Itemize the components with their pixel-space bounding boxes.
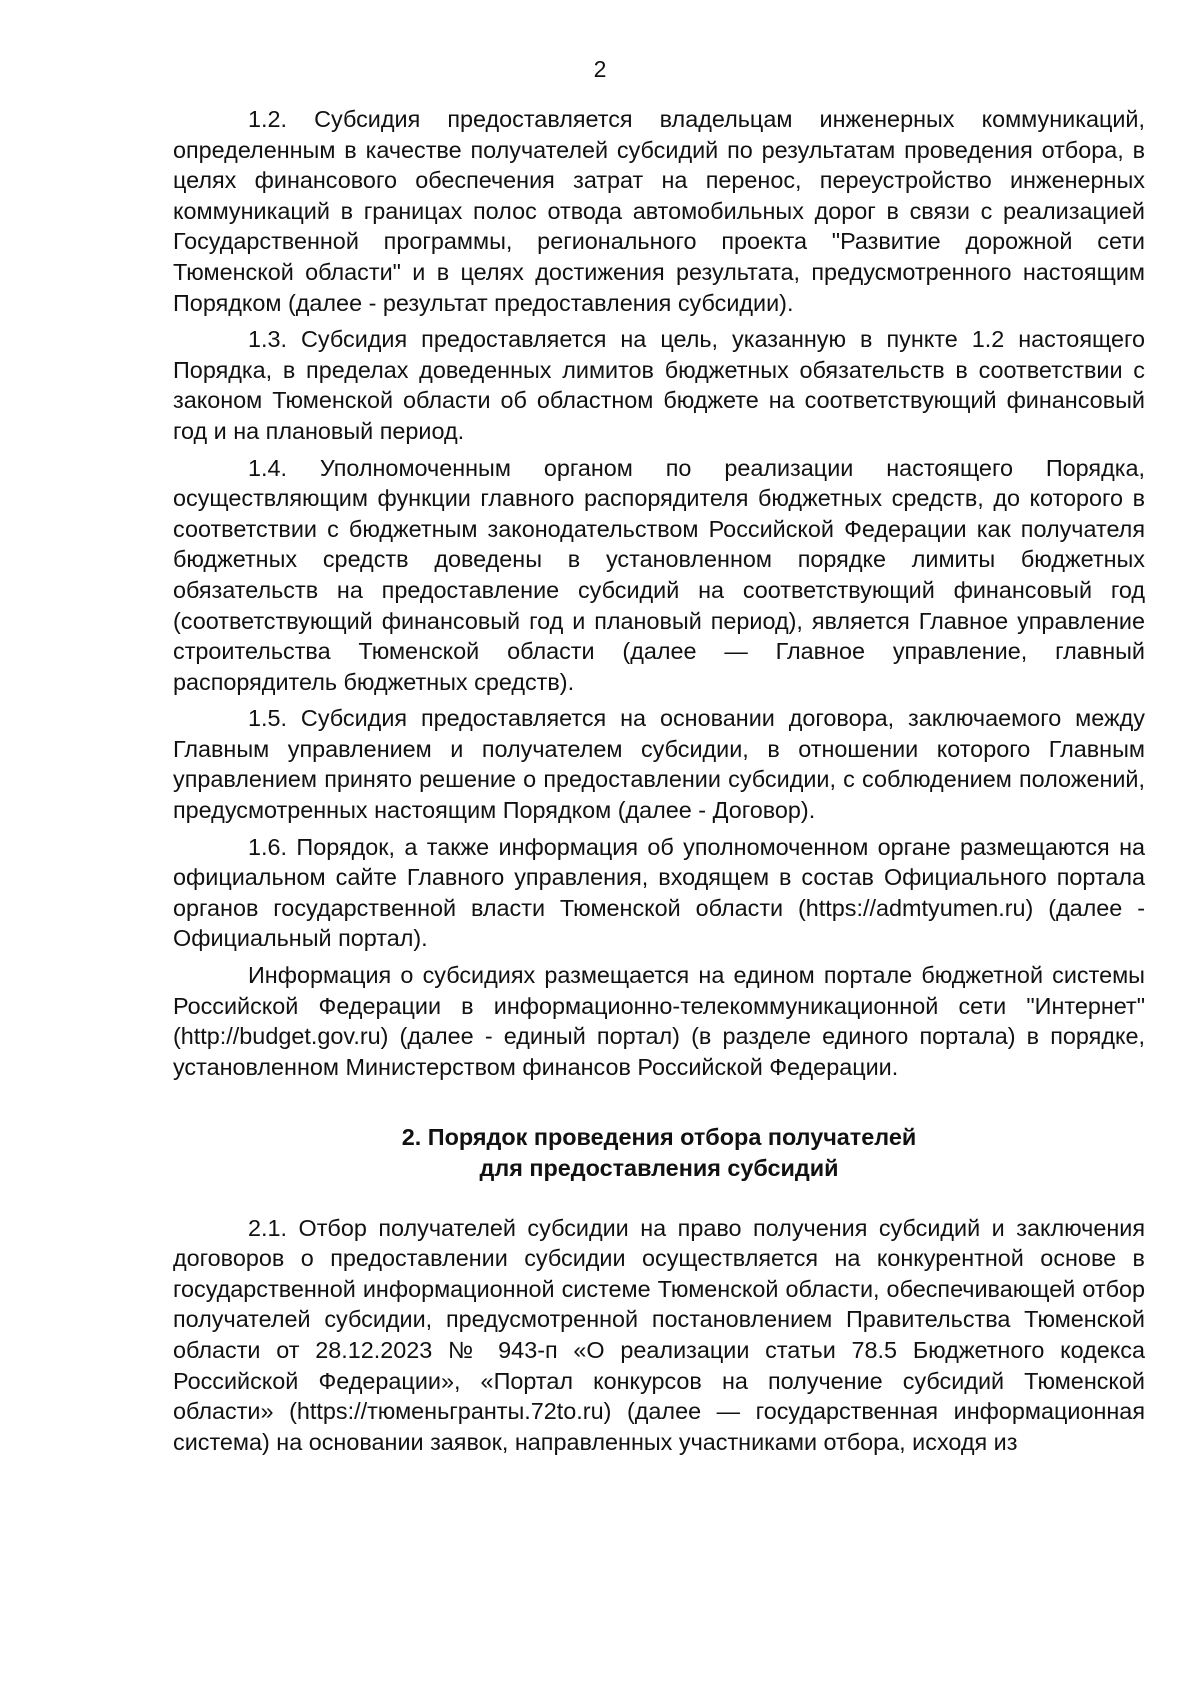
paragraph-1-6: 1.6. Порядок, а также информация об уполномоченном органе размещаются на официальном сайте Главного управления, входящем в состав Официального портала органов государственной власти Тюменской области (https://admtyumen.ru) (далее - Официальный портал). <box>173 833 1145 952</box>
section-2-heading-line-2: для предоставления субсидий <box>479 1155 839 1181</box>
paragraph-1-3: 1.3. Субсидия предоставляется на цель, указанную в пункте 1.2 настоящего Порядка, в пределах доведенных лимитов бюджетных обязательств в соответствии с законом Тюменской области об областном бюджете на соответствующий финансовый год и на плановый период. <box>173 326 1145 444</box>
paragraph-subsidy-info: Информация о субсидиях размещается на едином портале бюджетной системы Российской Федерации в информационно-телекоммуникационной сети "Интернет" (http://budget.gov.ru) (далее - единый портал) (в разделе единого портала) в порядке, установленном Министерством финансов Российской Федерации. <box>173 962 1145 1080</box>
document-body <box>173 104 1145 1463</box>
page-number: 2 <box>593 56 607 82</box>
paragraph-1-5: 1.5. Субсидия предоставляется на основании договора, заключаемого между Главным управлением и получателем субсидии, в отношении которого Главным управлением принято решение о предоставлении субсидии, с соблюдением положений, предусмотренных настоящим Порядком (далее - Договор). <box>173 705 1145 824</box>
section-2-heading <box>173 1122 1145 1183</box>
paragraph-1-2: 1.2. Субсидия предоставляется владельцам инженерных коммуникаций, определенным в качестве получателей субсидий по результатам проведения отбора, в целях финансового обеспечения затрат на перенос, переустройство инженерных коммуникаций в границах полос отвода автомобильных дорог в связи с реализацией Государственной программы, регионального проекта "Развитие дорожной сети Тюменской области" и в целях достижения результата, предусмотренного настоящим Порядком (далее - результат предоставления субсидии). <box>173 106 1145 316</box>
paragraph-2-1: 2.1. Отбор получателей субсидии на право получения субсидий и заключения договоров о предоставлении субсидии осуществляется на конкурентной основе в государственной информационной системе Тюменской области, обеспечивающей отбор получателей субсидии, предусмотренной постановлением Правительства Тюменской области от 28.12.2023 № 943-п «О реализации статьи 78.5 Бюджетного кодекса Российской Федерации», «Портал конкурсов на получение субсидий Тюменской области» (https://тюменьгранты.72to.ru) (далее — государственная информационная система) на основании заявок, направленных участниками отбора, исходя из <box>173 1214 1145 1455</box>
section-2-heading-line-1: 2. Порядок проведения отбора получателей <box>401 1124 917 1151</box>
paragraph-1-4: 1.4. Уполномоченным органом по реализации настоящего Порядка, осуществляющим функции главного распорядителя бюджетных средств, до которого в соответствии с бюджетным законодательством Российской Федерации как получателя бюджетных средств доведены в установленном порядке лимиты бюджетных обязательств на предоставление субсидий на соответствующий финансовый год (соответствующий финансовый год и плановый период), является Главное управление строительства Тюменской области (далее — Главное управление, главный распорядитель бюджетных средств). <box>173 454 1145 695</box>
